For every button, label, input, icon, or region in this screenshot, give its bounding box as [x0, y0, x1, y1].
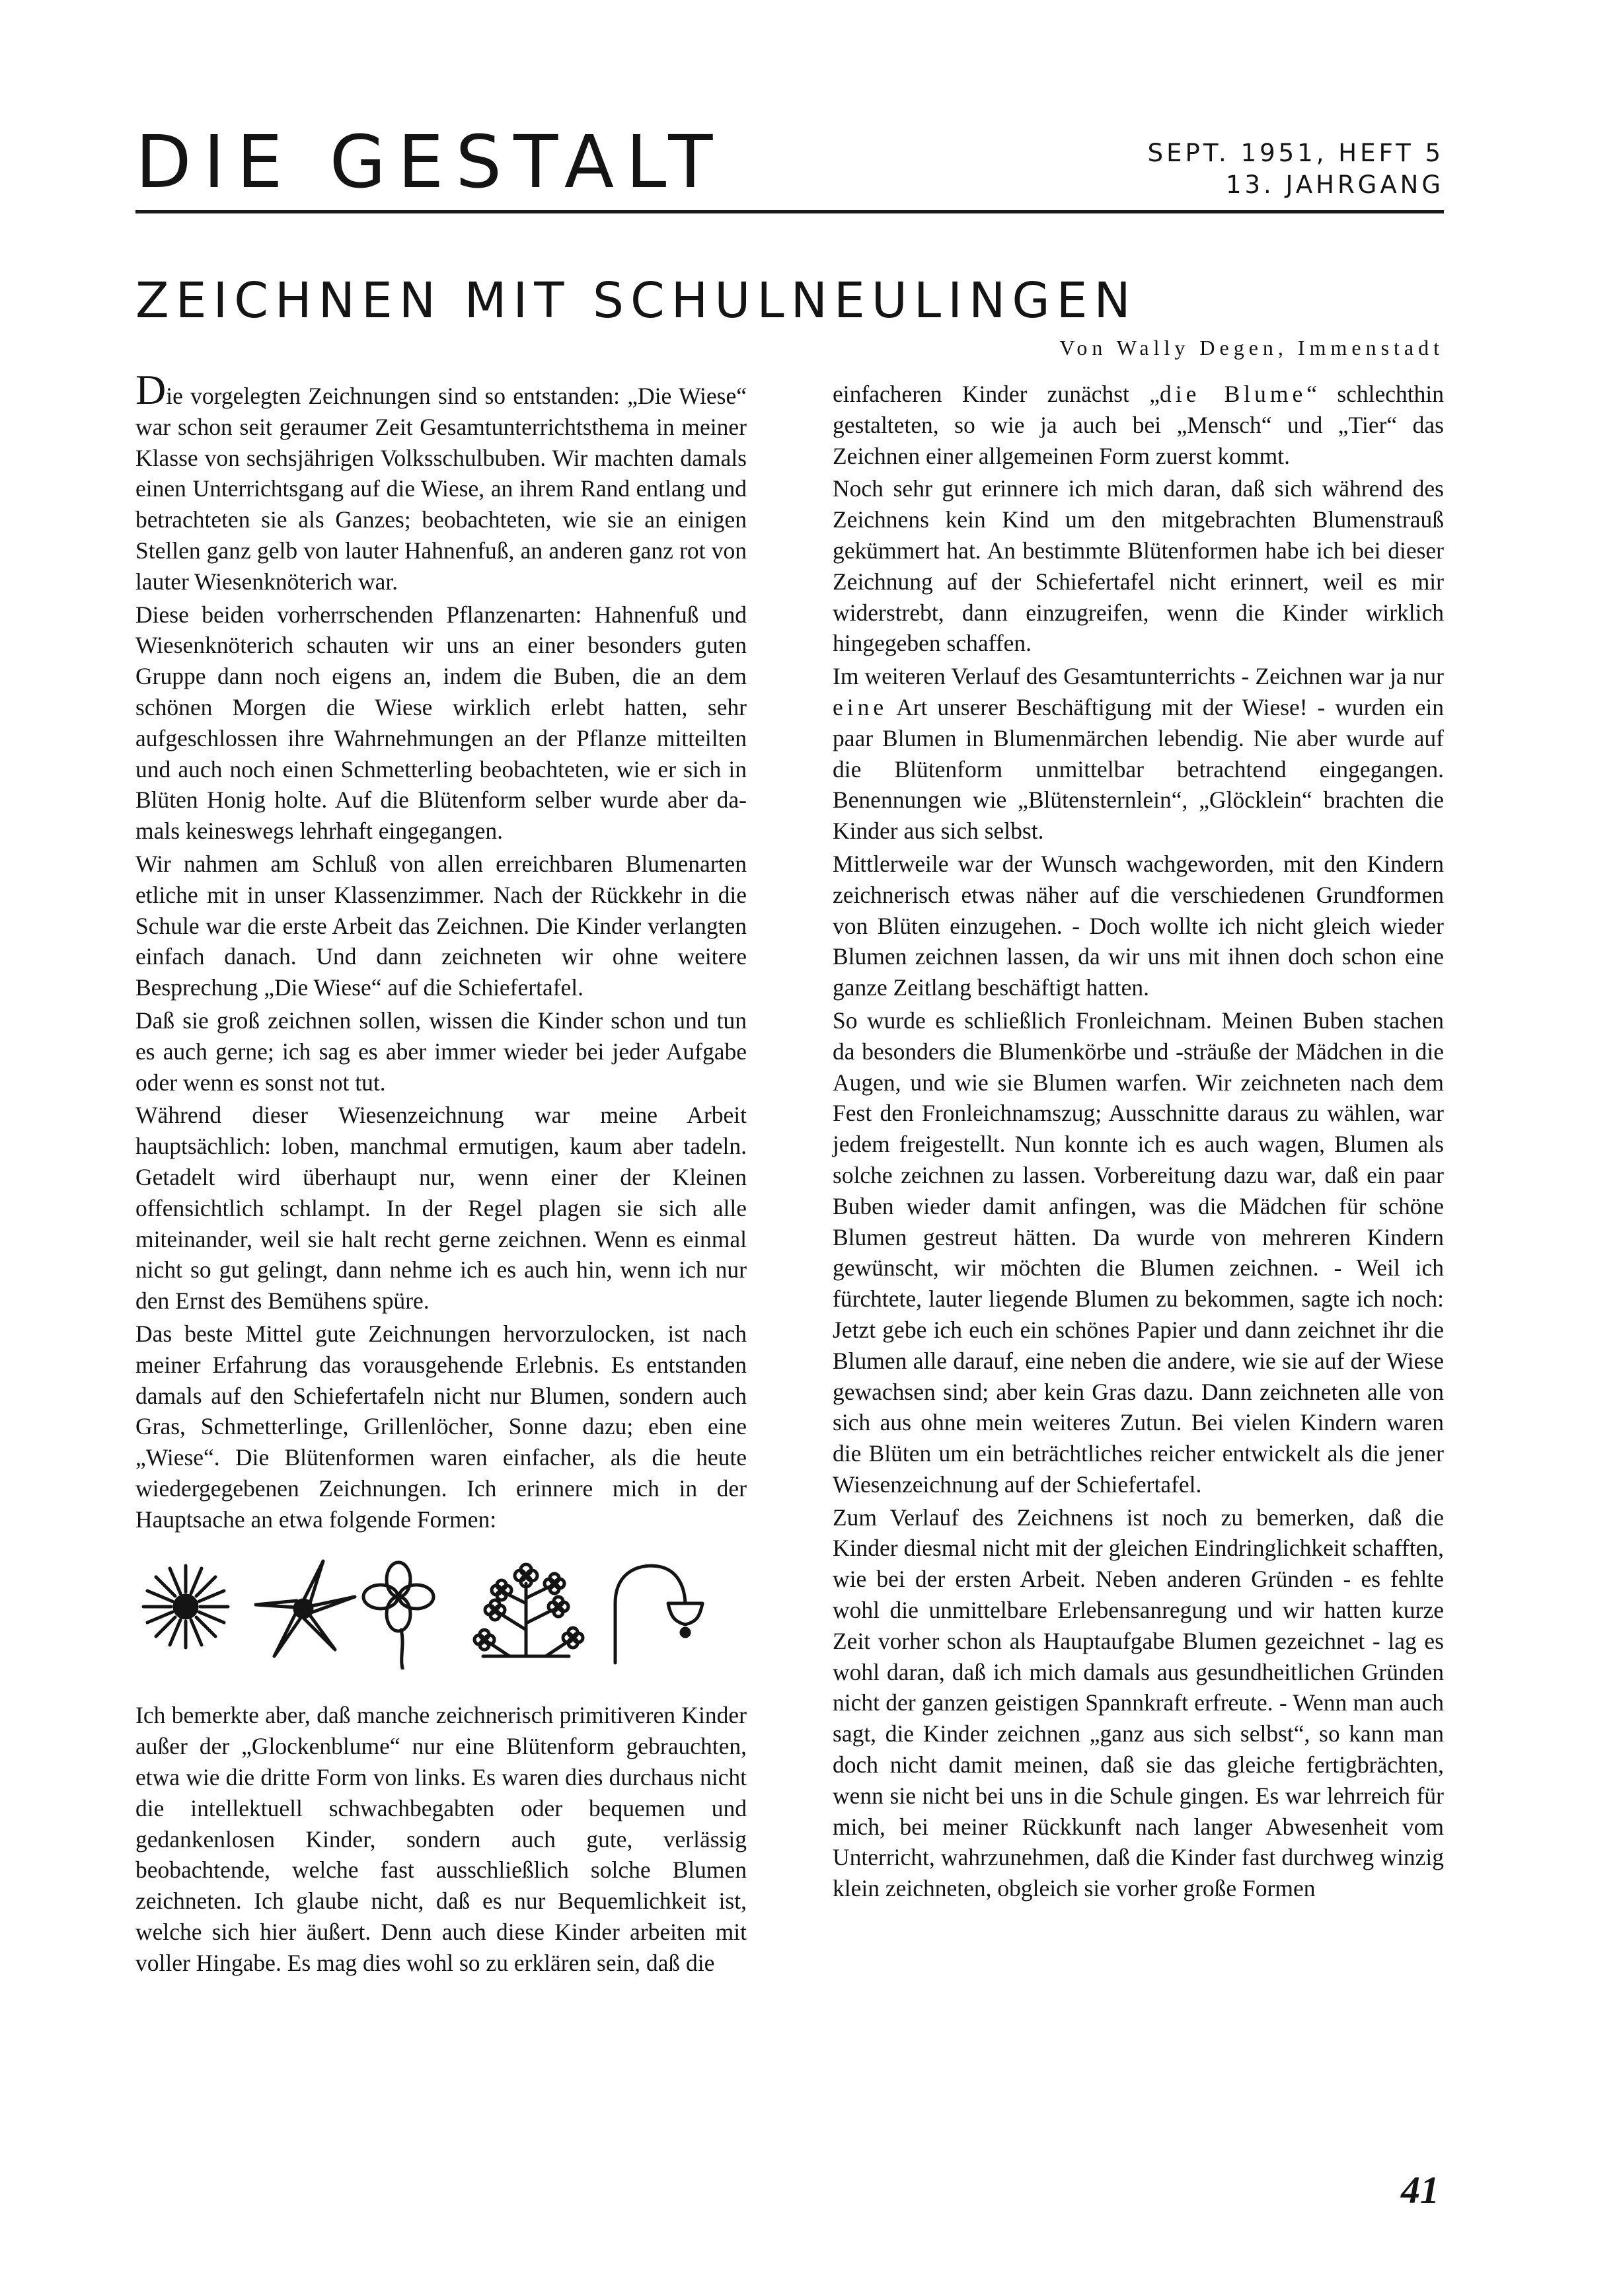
paragraph: Mittlerweile war der Wunsch wachgeworden, mit den Kindern zeichnerisch etwas näher auf die verschiedenen Grundformen von Blüten einzugehen. - Doch wollte ich nicht gleich wieder Blumen zeichnen lassen, da wir uns mit ihnen doch schon eine ganze Zeitlang beschäftigt hatten.: [833, 850, 1444, 1001]
star-flower-icon: [256, 1561, 355, 1656]
text-run: einfacheren Kinder zunächst „: [833, 381, 1160, 407]
byline: Von Wally Degen, Immenstadt: [1059, 336, 1444, 360]
text-run: “ schlechthin gestalteten, so wie ja auch bei „Mensch“ und „Tier“ das Zeichnen einer allgemeinen Form zuerst kommt.: [833, 381, 1445, 469]
text-run: Art unserer Beschäftigung mit der Wiese! - wurden ein paar Blumen in Blumenmärchen lebendig. Nie aber wurde auf die Blütenform unmittelbar betrachtend eingegangen. Benennungen wie „Blütensternlein“, „Glöcklein“ brachten die Kinder aus sich selbst.: [833, 693, 1444, 845]
paragraph: Die vorgelegten Zeichnungen sind so entstanden: „Die Wiese“ war schon seit geraumer Zeit Gesamtunterrichtsthema in meiner Klasse von sechsjährigen Volksschulbuben. Wir machten damals einen Unterrichtsgang auf die Wiese, an ihrem Rand entlang und betrachteten sie als Ganzes; beobachteten, wie sie an einigen Stellen ganz gelb von lauter Hahnenfuß, an anderen ganz rot von lauter Wiesenknöterich war.: [135, 366, 747, 595]
paragraph: Während dieser Wiesenzeichnung war meine Arbeit hauptsächlich: loben, manchmal ermutigen, kaum aber tadeln. Getadelt wird überhaupt nur, wenn einer der Kleinen offensichtlich schlampt. In der Regel plagen sie sich alle miteinander, weil sie halt recht gerne zeichnen. Wenn es einmal nicht so gut gelingt, dann nehme ich es auch hin, wenn ich nur den Ernst des Bemühens spüre.: [135, 1102, 747, 1315]
paragraph: [833, 379, 1444, 471]
sun-flower-icon: [143, 1566, 228, 1648]
article-title: ZEICHNEN MIT SCHULNEULINGEN: [135, 272, 1137, 329]
paragraph: Zum Verlauf des Zeichnens ist noch zu bemerken, daß die Kinder diesmal nicht mit der gleichen Eindringlichkeit schafften, wie bei der ersten Arbeit. Neben anderen Gründen - es fehlte wohl die unmittelbare Erlebensanregung und wir hatten kurze Zeit vorher schon als Hauptaufgabe Blumen gezeichnet - lag es wohl daran, daß ich mich damals aus gesundheitlichen Gründen nicht der ganzen geistigen Spannkraft erfreute. - Wenn man auch sagt, die Kinder zeichnen „ganz aus sich selbst“, so kann man doch nicht damit meinen, daß sie das gleiche fertigbrächten, wenn sie nicht bei uns in die Schule gingen. Es war lehrreich für mich, bei meiner Rückkunft nach langer Abwesenheit vom Unterricht, wahrzunehmen, daß die Kinder fast durchweg winzig klein zeichneten, obgleich sie vorher große Formen: [833, 1504, 1444, 1902]
issue-date: SEPT. 1951, HEFT 5: [1147, 139, 1444, 167]
paragraph: Das beste Mittel gute Zeichnungen hervorzulocken, ist nach meiner Erfahrung das vorausgehende Erlebnis. Es entstanden damals auf den Schiefertafeln nicht nur Blumen, sondern auch Gras, Schmetterlinge, Grillenlöcher, Sonne dazu; eben eine „Wiese“. Die Blütenformen waren einfacher, als die heute wiedergegebenen Zeichnungen. Ich erinnere mich in der Hauptsache an etwa folgende Formen:: [135, 1320, 747, 1533]
right-column: [833, 379, 1444, 1906]
left-column: [135, 366, 747, 1981]
paragraph: So wurde es schließlich Fronleichnam. Meinen Buben stachen da besonders die Blumenkörbe und -sträuße der Mädchen in die Augen, und wie sie Blumen warfen. Wir zeichneten nach dem Fest den Fronleichnamszug; Ausschnitte daraus zu wählen, war jedem freigestellt. Nun konnte ich es auch wagen, Blumen als solche zeichnen zu lassen. Vorbereitung dazu war, daß ein paar Buben wieder damit anfingen, was die Mädchen für schöne Blumen gestreut hätten. Da wurde von mehreren Kindern gewünscht, wir möchten die Blumen zeichnen. - Weil ich fürchtete, lauter liegende Blumen zu bekommen, sagte ich noch: Jetzt gebe ich euch ein schönes Papier und dann zeichnet ihr die Blumen alle darauf, eine neben die andere, wie sie auf der Wiese gewachsen sind; aber kein Gras dazu. Dann zeichneten alle von sich aus ohne mein weiteres Zutun. Bei vielen Kindern waren die Blüten um ein beträchtliches reicher entwickelt als die jener Wiesenzeichnung auf der Schiefertafel.: [833, 1007, 1444, 1498]
issue-info: [1148, 137, 1444, 201]
paragraph: Wir nahmen am Schluß von allen erreichbaren Blumenarten etliche mit in unser Klassenzimmer. Nach der Rückkehr in die Schule war die erste Arbeit das Zeichnen. Die Kinder verlangten einfach danach. Und dann zeichneten wir ohne weitere Besprechung „Die Wiese“ auf die Schiefertafel.: [135, 850, 747, 1001]
page-number: 41: [1401, 2168, 1439, 2211]
emphasized-text: die Blume: [1159, 381, 1307, 407]
branching-flowers-icon: [474, 1564, 583, 1656]
paragraph: Diese beiden vorherrschenden Pflanzenarten: Hahnenfuß und Wiesenknöterich schauten wir uns an einer besonders guten Gruppe dann noch eigens an, indem die Buben, die an dem schönen Morgen die Wiese wirklich erlebt hatten, sehr aufgeschlossen ihre Wahrnehmungen an der Pflanze mitteilten und auch noch einen Schmetterling beobachteten, wie er sich in Blüten Honig holte. Auf die Blütenform selber wurde aber damals keineswegs lehrhaft eingegangen.: [135, 601, 747, 845]
text-run: Im weiteren Verlauf des Gesamtunterrichts - Zeichnen war ja nur: [833, 663, 1444, 690]
volume: 13. JAHRGANG: [1225, 171, 1444, 199]
masthead-title: DIE GESTALT: [135, 120, 725, 204]
paragraph: Daß sie groß zeichnen sollen, wissen die Kinder schon und tun es auch gerne; ich sag es aber immer wieder bei jeder Aufgabe oder wenn es sonst not tut.: [135, 1007, 747, 1096]
masthead-rule: [135, 210, 1444, 213]
four-petal-flower-icon: [363, 1562, 433, 1669]
paragraph: [833, 661, 1444, 847]
flower-forms-illustration: [139, 1557, 734, 1669]
paragraph: Ich bemerkte aber, daß manche zeichnerisch primitiveren Kinder außer der „Glockenblume“ nur eine Blütenform gebrauchten, etwa wie die dritte Form von links. Es waren dies durchaus nicht die intellektuell schwachbegabten oder bequemen und gedankenlosen Kinder, sondern auch gute, verlässig beobachtende, welche fast ausschließlich solche Blumen zeichneten. Ich glaube nicht, daß es nur Bequemlichkeit ist, welche sich hier äußert. Denn auch diese Kinder arbeiten mit voller Hingabe. Es mag dies wohl so zu erklären sein, daß die: [135, 1702, 747, 1976]
emphasized-text: eine: [833, 693, 888, 720]
bell-flower-icon: [615, 1566, 702, 1664]
paragraph: Noch sehr gut erinnere ich mich daran, daß sich während des Zeichnens kein Kind um den mitgebrachten Blumenstrauß gekümmert hat. An bestimmte Blütenformen habe ich bei dieser Zeichnung auf der Schiefertafel nicht erinnert, weil es mir widerstrebt, dann einzugreifen, wenn die Kinder wirklich hingegeben schaffen.: [833, 475, 1444, 657]
